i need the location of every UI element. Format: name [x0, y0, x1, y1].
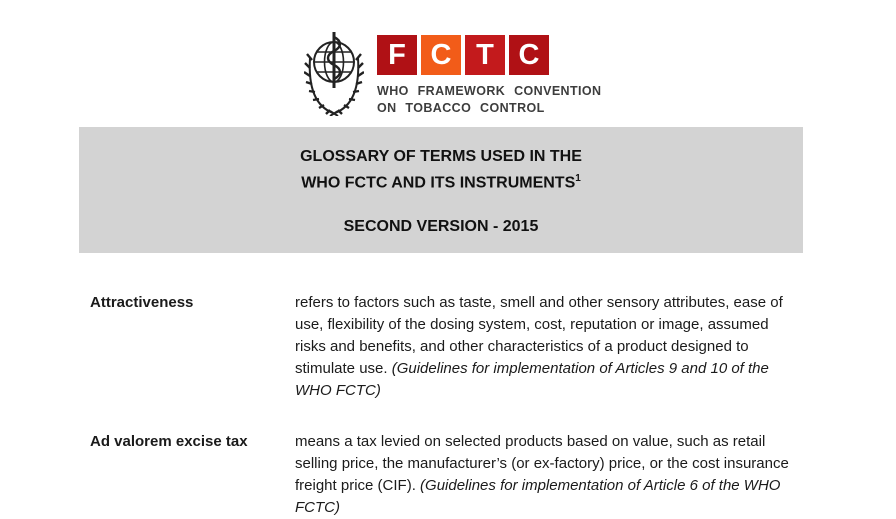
- term-label: Ad valorem excise tax: [90, 433, 248, 450]
- logo-caption-line1: WHO FRAMEWORK CONVENTION: [377, 84, 602, 98]
- logo-caption-line2: ON TOBACCO CONTROL: [377, 101, 545, 115]
- banner-title-line1: GLOSSARY OF TERMS USED IN THE: [300, 148, 582, 165]
- definition-citation: (Guidelines for implementation of Article 6 of the WHO FCTC): [295, 477, 781, 516]
- banner-title-line2: WHO FCTC AND ITS INSTRUMENTS$^1$: [301, 173, 581, 192]
- term-label: Attractiveness: [90, 294, 194, 311]
- fctc-letter-square-c2: C: [509, 35, 549, 75]
- term-definition: [295, 431, 789, 519]
- banner-subtitle: SECOND VERSION - 2015: [343, 218, 539, 236]
- definition-text: refers to factors such as taste, smell and other sensory attributes, ease of use, flexibility of the dosing system, cost, reputation or image, assumed risks and benefits, and other characteristics of a product designed to stimulate use.: [295, 294, 783, 377]
- title-banner: [79, 127, 803, 253]
- who-fctc-logo: [304, 26, 601, 121]
- document-title: [79, 127, 803, 194]
- fctc-wordmark: [377, 35, 601, 75]
- term-definition: [295, 292, 789, 402]
- fctc-letter-square-c1: C: [421, 35, 461, 75]
- fctc-letter-square-f: F: [377, 35, 417, 75]
- who-emblem-icon: [304, 28, 364, 121]
- definition-citation: (Guidelines for implementation of Articles 9 and 10 of the WHO FCTC): [295, 360, 769, 399]
- definition-text: means a tax levied on selected products based on value, such as retail selling price, the manufacturer’s (or ex-factory) price, or the cost insurance freight price (CIF).: [295, 433, 789, 494]
- glossary-entry: [90, 292, 806, 402]
- footnote-marker: 1: [575, 173, 581, 184]
- fctc-letter-square-t: T: [465, 35, 505, 75]
- glossary-entry: [90, 431, 806, 519]
